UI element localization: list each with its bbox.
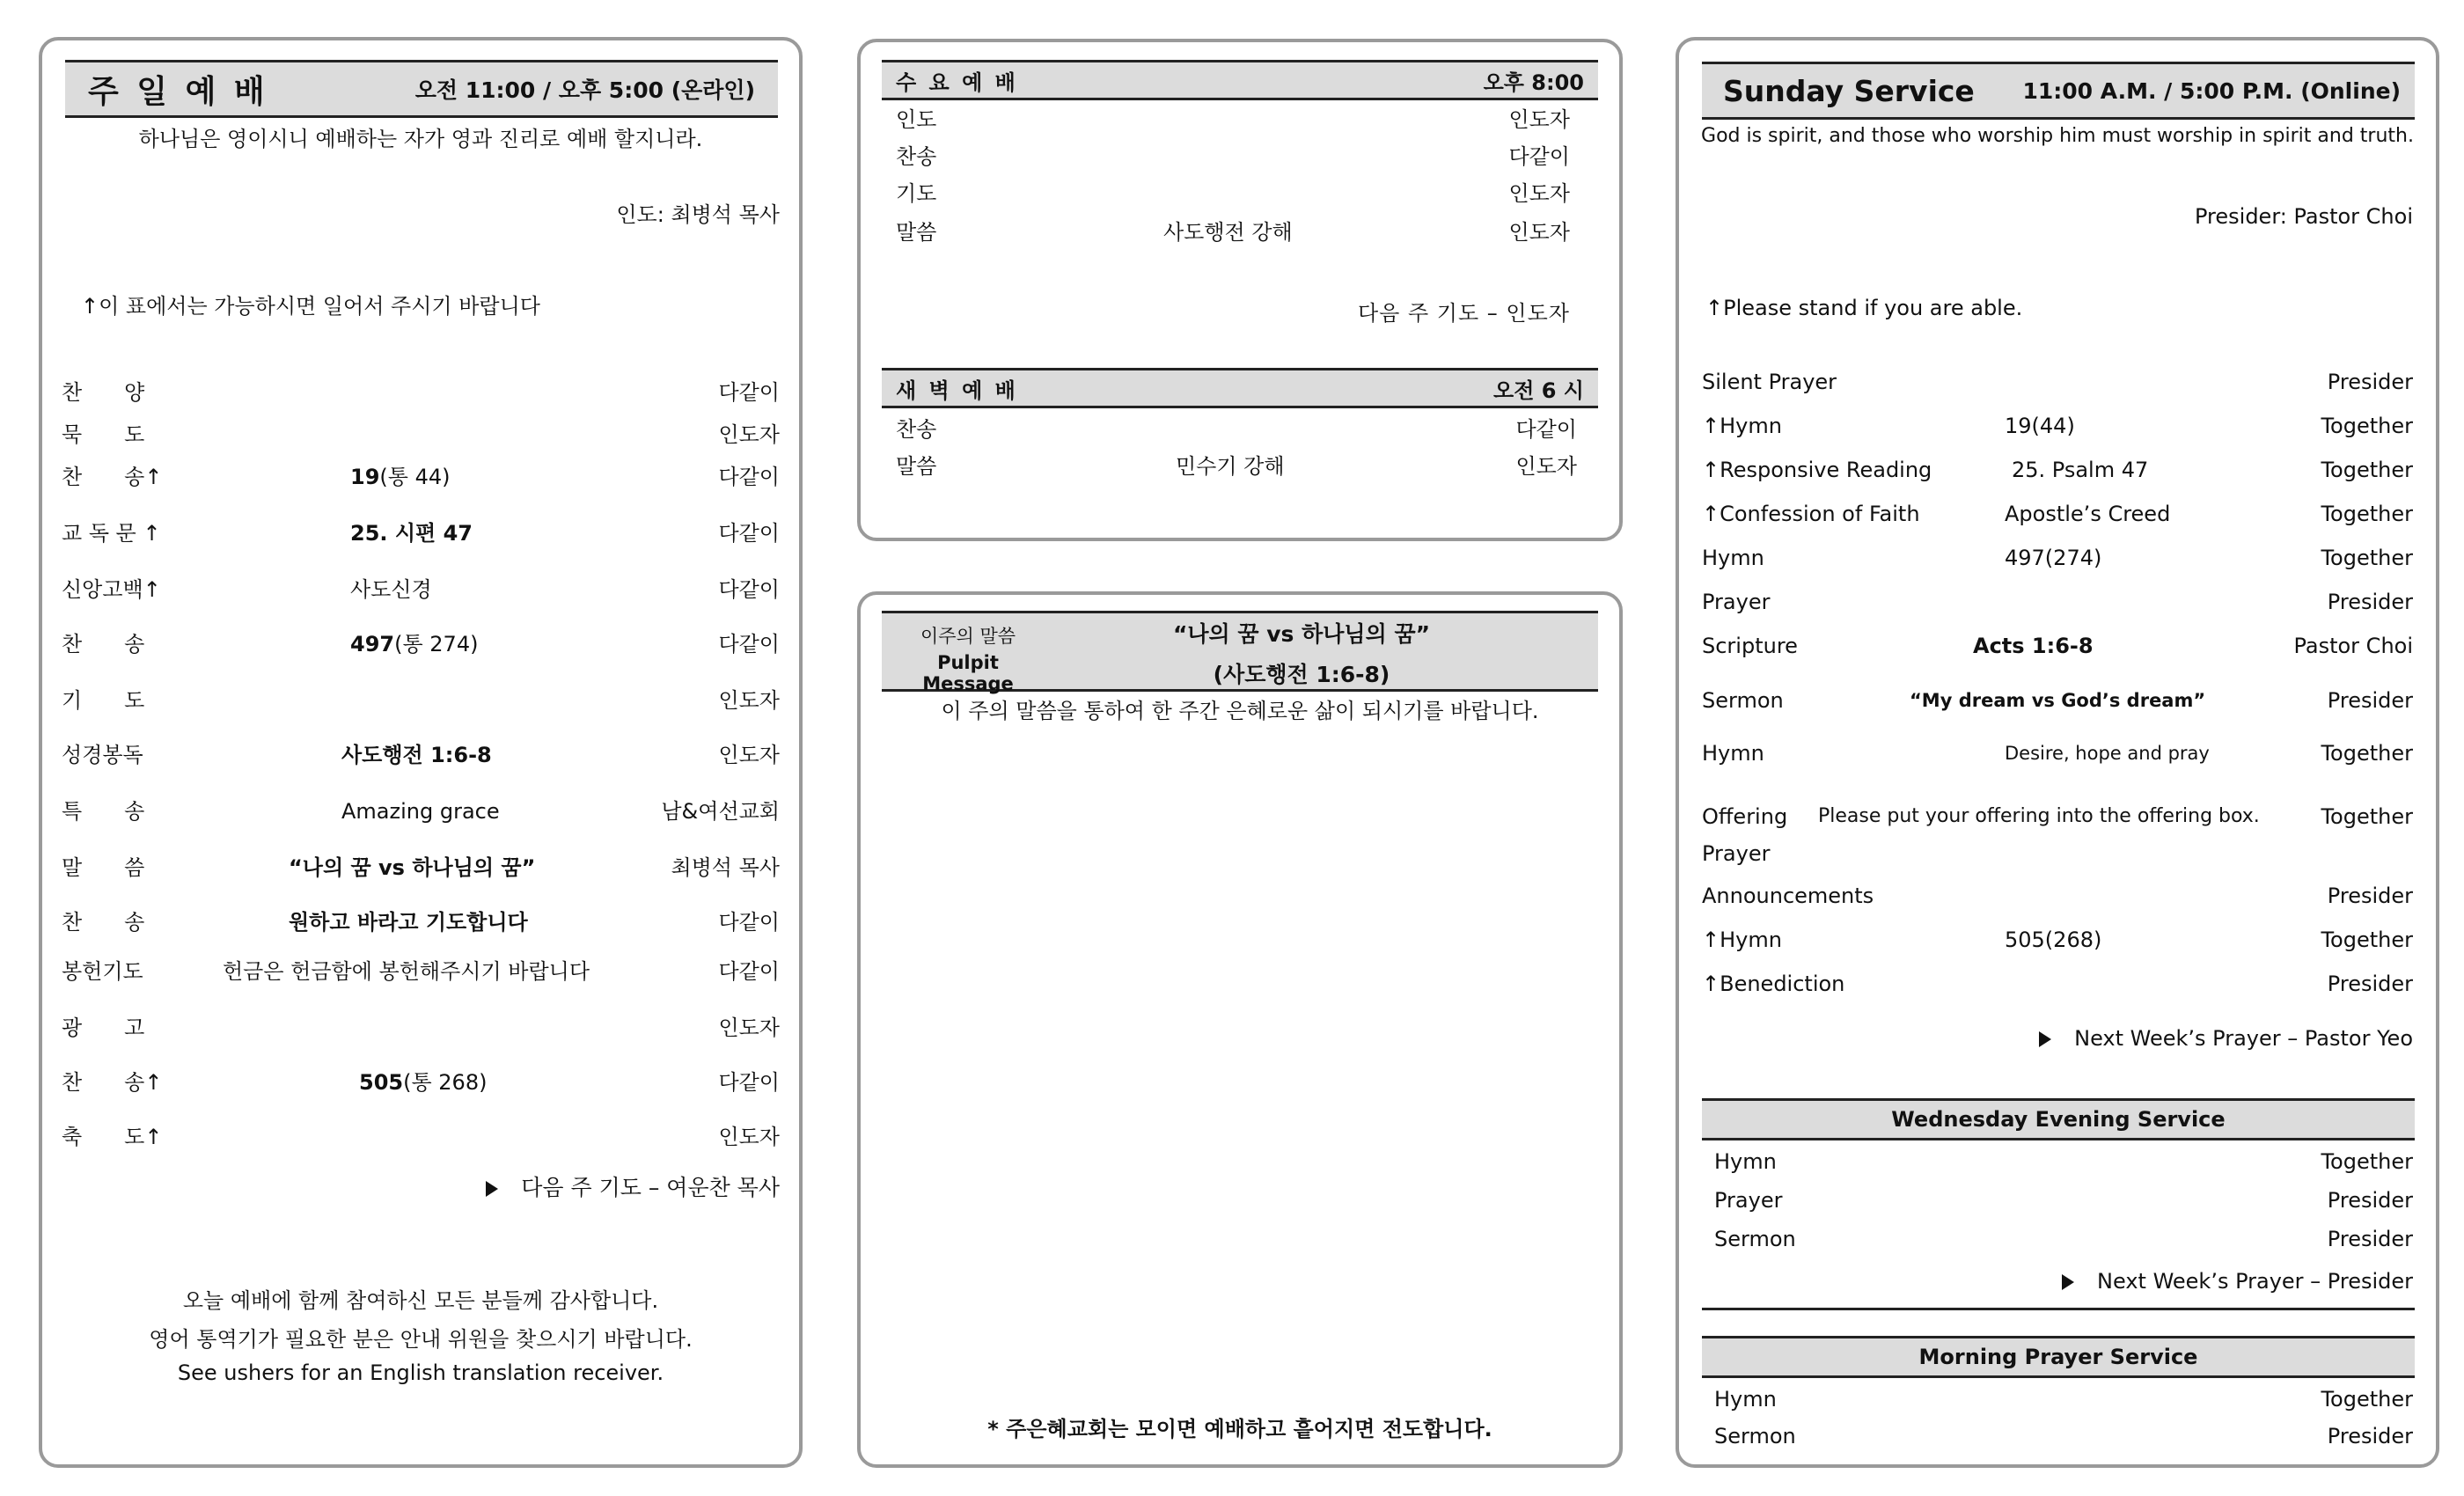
order-item-role: Presider <box>2327 590 2413 614</box>
order-item-detail: Please put your offering into the offering box. <box>1818 805 2260 827</box>
order-item-role: Together <box>2321 741 2413 766</box>
order-item-role: Together <box>2321 1149 2413 1174</box>
order-item-role: Together <box>2321 928 2413 952</box>
order-item-detail-bold: “나의 꿈 vs 하나님의 꿈” <box>289 855 536 880</box>
korean-dawn-header <box>882 368 1598 408</box>
order-item-name: ↑Responsive Reading <box>1702 458 1932 482</box>
order-item-name: 말씀 <box>896 220 937 245</box>
order-item-name: Offering <box>1702 804 1788 829</box>
order-row <box>1679 408 2436 444</box>
order-item-name: Hymn <box>1714 1387 1777 1412</box>
order-item-role: 다같이 <box>718 577 780 602</box>
order-item-name: ↑Hymn <box>1702 928 1782 952</box>
order-item-detail: Apostle’s Creed <box>2005 502 2171 526</box>
order-row <box>861 176 1619 211</box>
order-item-name: Hymn <box>1702 741 1764 766</box>
order-item-role: 인도자 <box>1515 454 1577 479</box>
order-item-name: 찬 송↑ <box>62 1070 163 1095</box>
order-item-detail: 헌금은 헌금함에 봉헌해주시기 바랍니다 <box>223 959 590 984</box>
order-row <box>1679 683 2436 718</box>
pulpit-label-english: Pulpit Message <box>922 652 1014 694</box>
order-item-role: Presider <box>2327 370 2413 394</box>
order-item-name: Prayer <box>1702 841 1771 866</box>
english-sunday-next-prayer <box>2039 1026 2413 1051</box>
order-item-name: 인도 <box>896 107 937 132</box>
order-item-detail: 사도신경 <box>350 577 432 602</box>
order-row <box>42 954 799 989</box>
order-item-name: 말씀 <box>896 454 937 479</box>
order-item-name: 특 송 <box>62 799 145 824</box>
korean-dawn-time: 오전 6 시 <box>1493 378 1584 403</box>
order-item-role: 다같이 <box>718 521 780 546</box>
pulpit-message-blessing: 이 주의 말씀을 통하여 한 주간 은혜로운 삶이 되시기를 바랍니다. <box>941 699 1539 723</box>
order-item-name: 찬 송↑ <box>62 465 163 489</box>
order-item-role: 인도자 <box>1508 181 1570 206</box>
order-item-name: ↑Confession of Faith <box>1702 502 1920 526</box>
english-wednesday-title: Wednesday Evening Service <box>1891 1107 2226 1132</box>
order-row <box>1679 1419 2436 1454</box>
order-item-role: 인도자 <box>1508 107 1570 132</box>
order-item-role: 다같이 <box>718 632 780 656</box>
order-row <box>1679 364 2436 400</box>
order-item-detail <box>289 850 535 885</box>
order-row <box>42 850 799 885</box>
order-item-name: 성경봉독 <box>62 743 143 767</box>
order-item-detail-rest: (통 44) <box>379 465 451 489</box>
order-item-name: 말 씀 <box>62 855 145 880</box>
order-item-name: 신앙고백↑ <box>62 577 161 602</box>
order-item-name: 묵 도 <box>62 422 145 447</box>
order-item-detail-rest: (통 274) <box>394 632 479 656</box>
order-item-name: Scripture <box>1702 634 1798 658</box>
pulpit-message-reference: (사도행전 1:6-8) <box>1213 662 1390 687</box>
korean-sunday-next-prayer <box>486 1170 780 1202</box>
order-row <box>1679 878 2436 913</box>
order-item-role: Together <box>2321 502 2413 526</box>
order-row <box>42 627 799 662</box>
order-item-detail: 25. Psalm 47 <box>2012 458 2149 482</box>
triangle-right-icon <box>2062 1274 2074 1290</box>
order-item-name: Sermon <box>1714 1424 1796 1448</box>
order-item-detail <box>359 1065 487 1100</box>
order-item-role: 인도자 <box>718 688 780 713</box>
order-row <box>1679 628 2436 664</box>
order-row <box>1679 1144 2436 1179</box>
english-sunday-time: 11:00 A.M. / 5:00 P.M. (Online) <box>2022 77 2401 104</box>
order-item-name: Sermon <box>1702 688 1784 713</box>
order-row <box>1679 452 2436 488</box>
korean-sunday-title: 주 일 예 배 <box>88 73 268 110</box>
order-item-role: 다같이 <box>718 465 780 489</box>
order-item-role: 다같이 <box>1508 144 1570 169</box>
korean-wednesday-title: 수 요 예 배 <box>896 70 1018 95</box>
order-item-role: 인도자 <box>718 1125 780 1149</box>
order-item-name: ↑Benediction <box>1702 972 1845 996</box>
pulpit-message-title: “나의 꿈 vs 하나님의 꿈” <box>1172 621 1431 647</box>
korean-dawn-title: 새 벽 예 배 <box>896 378 1018 403</box>
korean-sunday-thanks: 오늘 예배에 함께 참여하신 모든 분들께 감사합니다. <box>182 1288 659 1313</box>
order-item-detail: 19(44) <box>2005 414 2075 438</box>
order-item-detail: 497(274) <box>2005 546 2102 570</box>
order-row <box>42 1119 799 1155</box>
english-morning-title: Morning Prayer Service <box>1918 1345 2198 1369</box>
order-row <box>1679 540 2436 576</box>
order-row <box>42 737 799 773</box>
divider <box>1702 1308 2415 1310</box>
order-item-name: Announcements <box>1702 884 1874 908</box>
english-wednesday-header <box>1702 1098 2415 1140</box>
order-item-role: Together <box>2321 546 2413 570</box>
order-item-name: 광 고 <box>62 1016 145 1040</box>
order-row <box>42 905 799 940</box>
order-item-role: Pastor Choi <box>2293 634 2413 658</box>
english-sunday-next-prayer-text: Next Week’s Prayer – Pastor Yeo <box>2074 1026 2413 1051</box>
korean-wednesday-time: 오후 8:00 <box>1483 70 1584 95</box>
english-morning-header <box>1702 1336 2415 1378</box>
english-sunday-panel <box>1676 37 2439 1468</box>
korean-sunday-verse: 하나님은 영이시니 예배하는 자가 영과 진리로 예배 할지니라. <box>138 127 703 151</box>
order-item-detail-rest: (통 268) <box>403 1070 488 1095</box>
order-row <box>42 1065 799 1100</box>
order-item-detail-bold: 497 <box>350 632 395 656</box>
korean-wednesday-header <box>882 60 1598 100</box>
order-row <box>861 449 1619 484</box>
order-item-name: 찬송 <box>896 144 937 169</box>
order-row <box>1679 799 2436 834</box>
order-item-role: Presider <box>2327 884 2413 908</box>
korean-sunday-stand-note: ↑이 표에서는 가능하시면 일어서 주시기 바랍니다 <box>81 294 540 319</box>
pulpit-message-panel <box>857 591 1623 1468</box>
english-sunday-presider: Presider: Pastor Choi <box>2194 204 2413 229</box>
korean-wednesday-next-prayer: 다음 주 기도 – 인도자 <box>1358 301 1570 326</box>
order-row <box>1679 1382 2436 1417</box>
order-row <box>1679 922 2436 957</box>
order-row <box>42 794 799 829</box>
triangle-right-icon <box>2039 1031 2051 1047</box>
order-item-role: 다같이 <box>718 910 780 935</box>
order-item-detail: 사도행전 강해 <box>1163 220 1293 245</box>
order-item-detail <box>341 737 492 773</box>
order-item-role: 다같이 <box>1515 417 1577 442</box>
order-item-name: Silent Prayer <box>1702 370 1837 394</box>
order-item-name: 축 도↑ <box>62 1125 163 1149</box>
english-sunday-title: Sunday Service <box>1723 73 1975 108</box>
order-item-detail-bold: 19 <box>350 465 380 489</box>
order-item-name: 기 도 <box>62 688 145 713</box>
church-motto: * 주은혜교회는 모이면 예배하고 흩어지면 전도합니다. <box>987 1417 1492 1441</box>
order-row <box>1679 836 2436 871</box>
order-item-name: 찬 송 <box>62 632 145 656</box>
order-item-detail <box>350 627 478 662</box>
order-row <box>861 102 1619 137</box>
order-item-name: Prayer <box>1702 590 1771 614</box>
korean-sunday-time: 오전 11:00 / 오후 5:00 (온라인) <box>414 77 755 103</box>
order-item-name: Hymn <box>1714 1149 1777 1174</box>
order-row <box>1679 1221 2436 1257</box>
english-sunday-stand-note: ↑Please stand if you are able. <box>1705 296 2023 320</box>
order-row <box>42 459 799 495</box>
order-item-detail <box>289 905 528 940</box>
english-sunday-header <box>1702 62 2415 120</box>
order-item-name: Sermon <box>1714 1227 1796 1251</box>
order-item-role: Together <box>2321 414 2413 438</box>
order-row <box>1679 1183 2436 1218</box>
korean-sunday-panel <box>39 37 803 1468</box>
korean-weekday-panel <box>857 39 1623 541</box>
order-item-name: 찬 양 <box>62 380 145 405</box>
korean-sunday-header <box>65 60 778 118</box>
english-sunday-verse: God is spirit, and those who worship him must worship in spirit and truth. <box>1701 125 2414 147</box>
korean-sunday-next-prayer-text: 다음 주 기도 – 여운찬 목사 <box>521 1175 780 1200</box>
order-item-detail-bold: 사도행전 1:6-8 <box>341 743 492 767</box>
order-row <box>42 683 799 718</box>
korean-sunday-english-note: See ushers for an English translation receiver. <box>177 1360 664 1385</box>
order-row <box>1679 966 2436 1001</box>
order-item-role: Presider <box>2327 1188 2413 1213</box>
order-row <box>42 516 799 551</box>
order-item-name: Hymn <box>1702 546 1764 570</box>
order-item-name: 찬 송 <box>62 910 145 935</box>
order-item-detail-bold: 25. 시편 47 <box>350 521 473 546</box>
order-item-name: Prayer <box>1714 1188 1783 1213</box>
order-row <box>1679 496 2436 532</box>
order-item-role: 인도자 <box>718 1016 780 1040</box>
order-item-detail: Amazing grace <box>341 799 500 824</box>
pulpit-label-korean: 이주의 말씀 <box>920 626 1016 647</box>
order-item-role: Presider <box>2327 1227 2413 1251</box>
order-row <box>861 215 1619 250</box>
english-wednesday-next-prayer <box>2062 1269 2413 1294</box>
order-row <box>1679 584 2436 620</box>
order-item-detail: “My dream vs God’s dream” <box>1910 690 2206 711</box>
order-item-role: 남&여선교회 <box>661 799 780 824</box>
triangle-right-icon <box>486 1181 498 1197</box>
order-row <box>42 417 799 452</box>
order-item-detail: 민수기 강해 <box>1176 454 1285 479</box>
order-item-detail: Acts 1:6-8 <box>1973 634 2094 658</box>
order-item-detail <box>350 516 473 551</box>
korean-sunday-presider: 인도: 최병석 목사 <box>616 202 780 227</box>
order-item-detail: Desire, hope and pray <box>2005 743 2210 764</box>
english-wednesday-next-prayer-text: Next Week’s Prayer – Presider <box>2097 1269 2413 1294</box>
order-item-name: 기도 <box>896 181 937 206</box>
order-item-name: 찬송 <box>896 417 937 442</box>
order-row <box>1679 736 2436 771</box>
order-item-name: 교 독 문 ↑ <box>62 521 161 546</box>
order-item-role: Together <box>2321 1387 2413 1412</box>
order-item-role: Presider <box>2327 688 2413 713</box>
order-row <box>861 412 1619 447</box>
order-row <box>42 375 799 410</box>
order-item-role: Presider <box>2327 1424 2413 1448</box>
order-item-detail: 505(268) <box>2005 928 2102 952</box>
order-item-role: Presider <box>2327 972 2413 996</box>
order-item-role: 인도자 <box>718 422 780 447</box>
korean-sunday-interpreter-note: 영어 통역기가 필요한 분은 안내 위원을 찾으시기 바랍니다. <box>149 1327 693 1352</box>
order-item-role: 다같이 <box>718 1070 780 1095</box>
order-item-detail-bold: 원하고 바라고 기도합니다 <box>289 910 528 935</box>
order-item-detail-bold: 505 <box>359 1070 404 1095</box>
order-row <box>42 572 799 607</box>
order-item-name: ↑Hymn <box>1702 414 1782 438</box>
order-item-name: 봉헌기도 <box>62 959 143 984</box>
order-item-role: 인도자 <box>718 743 780 767</box>
order-item-role: Together <box>2321 458 2413 482</box>
order-row <box>861 139 1619 174</box>
order-item-role: 다같이 <box>718 380 780 405</box>
order-item-role: 인도자 <box>1508 220 1570 245</box>
order-item-detail <box>350 459 451 495</box>
order-row <box>42 1010 799 1045</box>
order-item-role: 최병석 목사 <box>671 855 780 880</box>
pulpit-message-header <box>882 611 1598 692</box>
order-item-role: 다같이 <box>718 959 780 984</box>
order-item-role: Together <box>2321 804 2413 829</box>
